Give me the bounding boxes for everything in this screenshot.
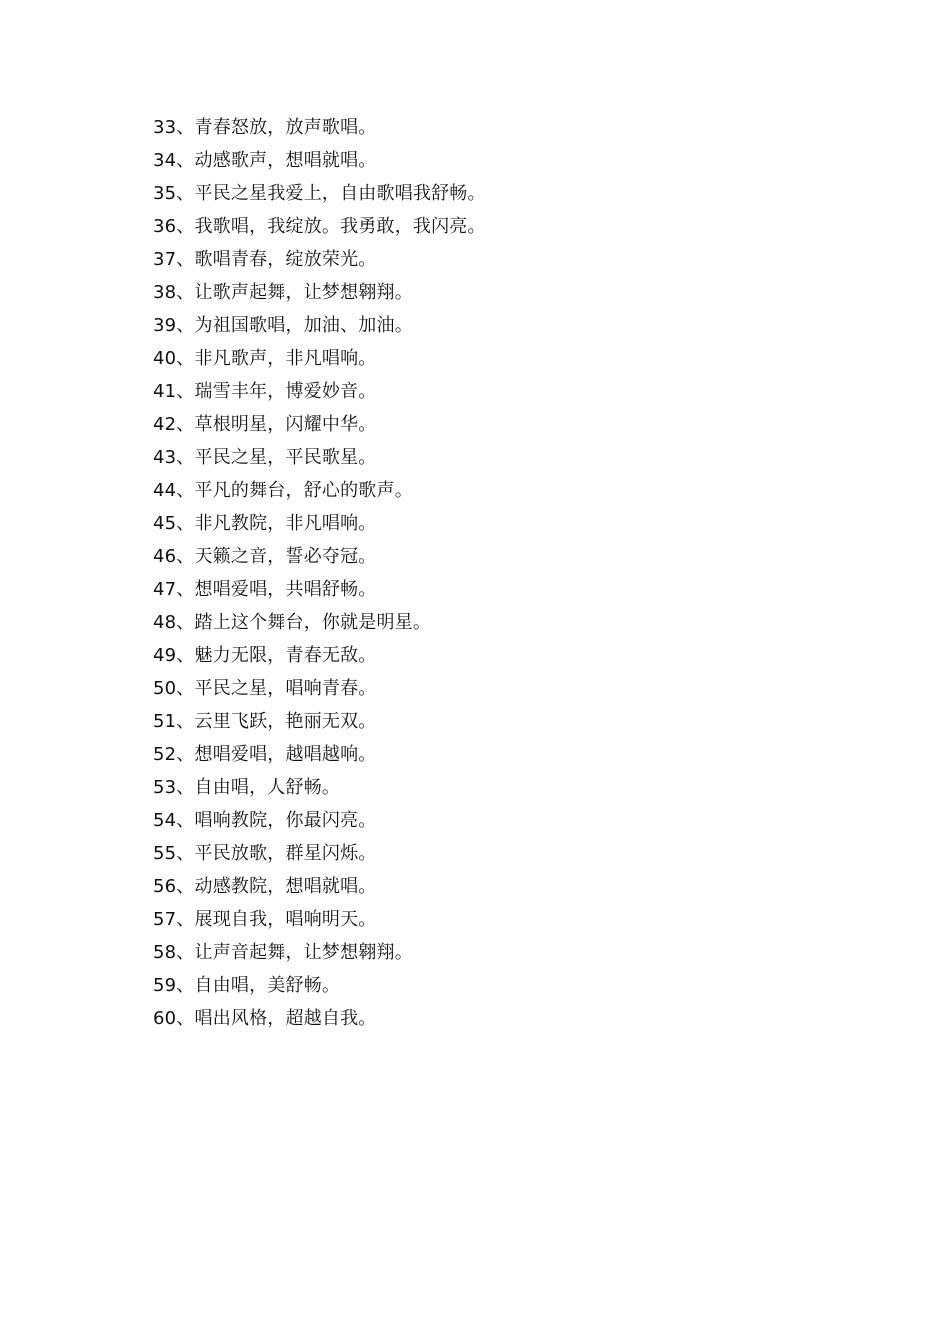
list-item: 59、自由唱，美舒畅。 <box>153 975 341 996</box>
list-item: 34、动感歌声，想唱就唱。 <box>153 150 377 171</box>
list-item: 48、踏上这个舞台，你就是明星。 <box>153 612 432 633</box>
list-item: 50、平民之星，唱响青春。 <box>153 678 377 699</box>
list-item: 54、唱响教院，你最闪亮。 <box>153 810 377 831</box>
list-item: 45、非凡教院，非凡唱响。 <box>153 513 377 534</box>
list-item: 44、平凡的舞台，舒心的歌声。 <box>153 480 413 501</box>
list-item: 36、我歌唱，我绽放。我勇敢，我闪亮。 <box>153 216 486 237</box>
list-item: 35、平民之星我爱上，自由歌唱我舒畅。 <box>153 183 486 204</box>
slogan-list <box>153 111 486 1035</box>
list-item: 42、草根明星，闪耀中华。 <box>153 414 377 435</box>
list-item: 47、想唱爱唱，共唱舒畅。 <box>153 579 377 600</box>
list-item: 39、为祖国歌唱，加油、加油。 <box>153 315 413 336</box>
list-item: 33、青春怒放，放声歌唱。 <box>153 117 377 138</box>
list-item: 46、天籁之音，誓必夺冠。 <box>153 546 377 567</box>
list-item: 37、歌唱青春，绽放荣光。 <box>153 249 377 270</box>
list-item: 43、平民之星，平民歌星。 <box>153 447 377 468</box>
list-item: 52、想唱爱唱，越唱越响。 <box>153 744 377 765</box>
list-item: 49、魅力无限，青春无敌。 <box>153 645 377 666</box>
list-item: 60、唱出风格，超越自我。 <box>153 1008 377 1029</box>
list-item: 58、让声音起舞，让梦想翱翔。 <box>153 942 413 963</box>
list-item: 40、非凡歌声，非凡唱响。 <box>153 348 377 369</box>
list-item: 38、让歌声起舞，让梦想翱翔。 <box>153 282 413 303</box>
list-item: 53、自由唱，人舒畅。 <box>153 777 341 798</box>
list-item: 55、平民放歌，群星闪烁。 <box>153 843 377 864</box>
list-item: 51、云里飞跃，艳丽无双。 <box>153 711 377 732</box>
list-item: 41、瑞雪丰年，博爱妙音。 <box>153 381 377 402</box>
list-item: 56、动感教院，想唱就唱。 <box>153 876 377 897</box>
list-item: 57、展现自我，唱响明天。 <box>153 909 377 930</box>
